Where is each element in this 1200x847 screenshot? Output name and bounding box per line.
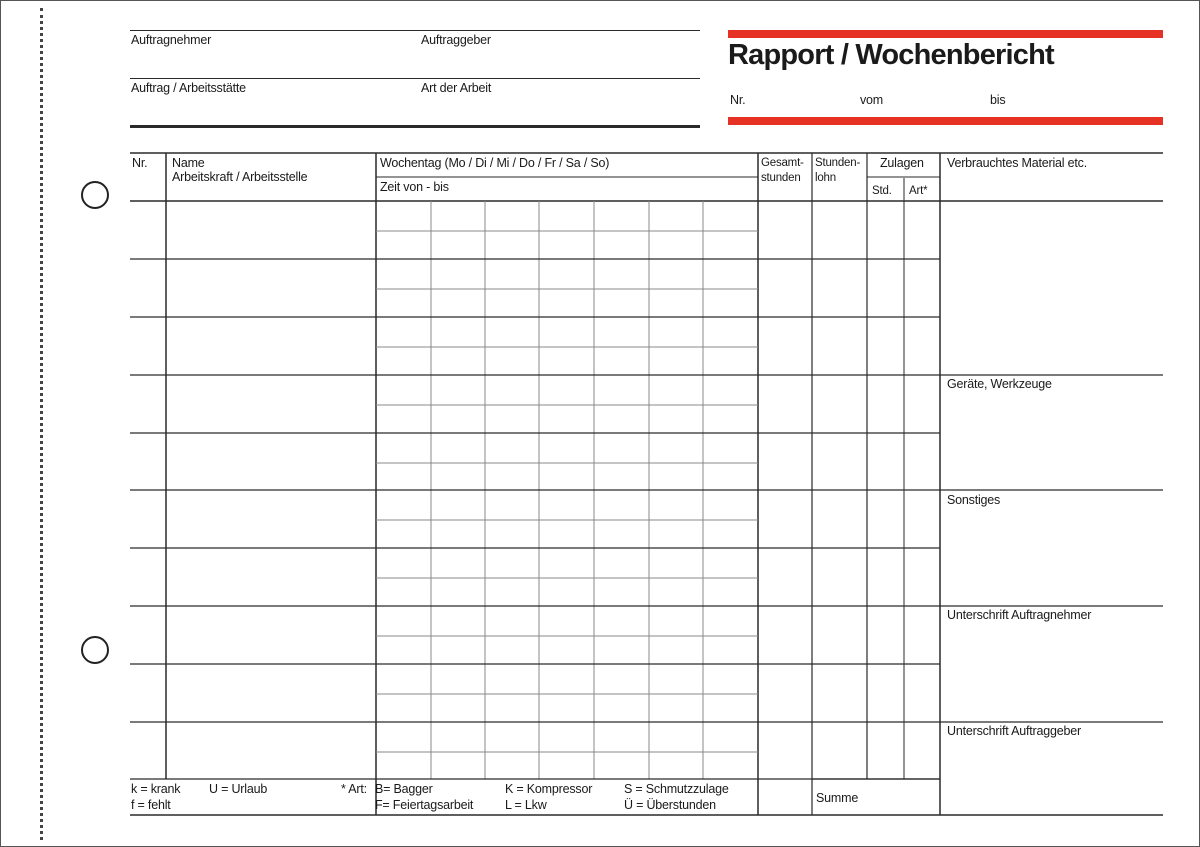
legend-bagger: B= Bagger: [375, 782, 433, 796]
col-zulagen-std: Std.: [872, 185, 892, 197]
col-gesamtstunden-sub: stunden: [761, 172, 801, 184]
label-unterschrift-auftraggeber: Unterschrift Auftraggeber: [947, 724, 1081, 738]
label-vom: vom: [860, 93, 884, 107]
label-bis: bis: [990, 93, 1006, 107]
legend-krank: k = krank: [131, 782, 181, 796]
page-title: Rapport / Wochenbericht: [728, 39, 1054, 71]
legend-feiertagsarbeit: F= Feiertagsarbeit: [375, 798, 474, 812]
col-zulagen-art: Art*: [909, 185, 928, 197]
label-art-der-arbeit: Art der Arbeit: [421, 81, 492, 95]
col-name: Name: [172, 156, 205, 170]
label-nr: Nr.: [730, 93, 746, 107]
label-auftraggeber: Auftraggeber: [421, 33, 491, 47]
label-auftragnehmer: Auftragnehmer: [131, 33, 212, 47]
label-summe: Summe: [816, 791, 859, 805]
legend-art-label: * Art:: [341, 782, 367, 796]
legend-lkw: L = Lkw: [505, 798, 547, 812]
col-material: Verbrauchtes Material etc.: [947, 156, 1088, 170]
col-gesamtstunden: Gesamt-: [761, 157, 804, 169]
col-name-sub: Arbeitskraft / Arbeitsstelle: [172, 170, 308, 184]
legend-urlaub: U = Urlaub: [209, 782, 268, 796]
col-stundenlohn-sub: lohn: [815, 172, 836, 184]
col-nr: Nr.: [132, 156, 148, 170]
col-zulagen: Zulagen: [880, 156, 924, 170]
legend-line-1: [131, 781, 267, 797]
legend-ueberstunden: Ü = Überstunden: [624, 798, 716, 812]
col-zeit: Zeit von - bis: [380, 180, 449, 194]
col-wochentag: Wochentag (Mo / Di / Mi / Do / Fr / Sa / So): [380, 156, 610, 170]
col-stundenlohn: Stunden-: [815, 157, 861, 169]
legend-kompressor: K = Kompressor: [505, 782, 593, 796]
label-geraete-werkzeuge: Geräte, Werkzeuge: [947, 377, 1052, 391]
label-sonstiges: Sonstiges: [947, 493, 1001, 507]
label-auftrag-arbeitsstaette: Auftrag / Arbeitsstätte: [131, 81, 246, 95]
label-unterschrift-auftragnehmer: Unterschrift Auftragnehmer: [947, 608, 1092, 622]
legend-fehlt: f = fehlt: [131, 798, 171, 812]
legend-schmutzzulage: S = Schmutzzulage: [624, 782, 729, 796]
